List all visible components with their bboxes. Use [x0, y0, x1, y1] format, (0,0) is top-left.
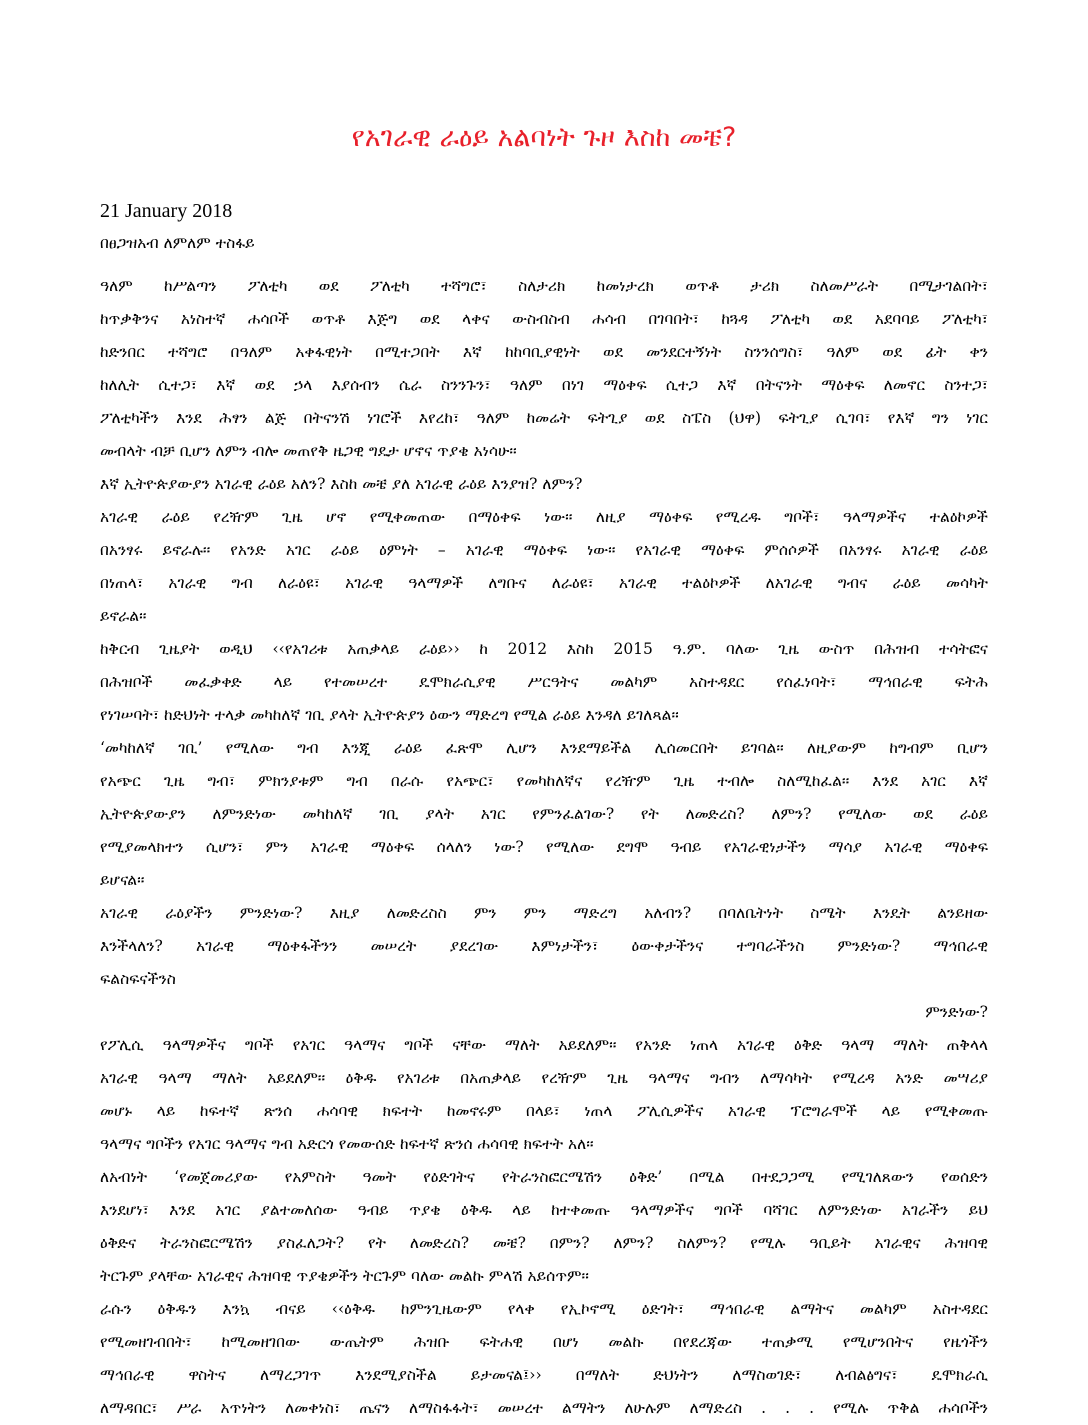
article-date: 21 January 2018: [100, 200, 233, 222]
body-line: የአጭር ጊዜ ግብ፣ ምክንያቱም ግብ በራሱ የአጭር፣ የመካከለኛና የረዥም ጊዜ ተብሎ ስለሚከፈል፡፡ እንደ አገር እኛ: [100, 772, 988, 790]
body-line: በአንፃሩ ይኖራሉ፡፡ የአንድ አገር ራዕይ ዕምነት – አገራዊ ማዕቀፍ ነው፡፡ የአገራዊ ማዕቀፍ ምሰሶዎች በአንፃሩ አገራዊ ራዕይ: [100, 541, 988, 559]
body-line: ለአብነት ‘የመጀመሪያው የአምስት ዓመት የዕድገትና የትራንስፎርሜሽን ዕቅድ’ በሚል በተደጋጋሚ የሚገለጸውን የወሰድን: [100, 1168, 988, 1186]
body-line: እኛ ኢትዮጵያውያን አገራዊ ራዕይ አለን? እስከ መቼ ያለ አገራዊ ራዕይ እንያዝ? ለምን?: [100, 475, 583, 493]
body-line: መብላት ብቻ ቢሆን ለምን ብሎ መጠየቅ ዜጋዊ ግዴታ ሆኖና ጥያቄ አነሳሁ፡፡: [100, 442, 517, 460]
body-line: ማኅበራዊ ዋስትና ለማረጋገጥ እንደሚያስችል ይታመናል፤›› በማለት ድህነትን ለማስወገድ፣ ለብልፅግና፣ ዴሞክራሲ: [100, 1366, 988, 1384]
body-line: የፖሊሲ ዓላማዎችና ግቦች የአገር ዓላማና ግቦች ናቸው ማለት አይደለም፡፡ የአንድ ነጠላ አገራዊ ዕቅድ ዓላማ ማለት ጠቅላላ: [100, 1036, 988, 1054]
body-line: አገራዊ ዓላማ ማለት አይደለም፡፡ ዕቅዱ የአገሪቱ በአጠቃላይ የረዥም ጊዜ ዓላማና ግብን ለማሳካት የሚረዳ አንድ መሣሪያ: [100, 1069, 988, 1087]
body-line: ‘መካከለኛ ገቢ’ የሚለው ግብ እንጂ ራዕይ ፈጽሞ ሊሆን እንደማይችል ሊሰመርበት ይገባል፡፡ ለዚያውም ከግብም ቢሆን: [100, 739, 988, 757]
body-line: ዕቅድና ትራንስፎርሜሽን ያስፈለጋት? የት ለመድረስ? መቼ? በምን? ለምን? ስለምን? የሚሉ ዓቢይት አገራዊና ሕዝባዊ: [100, 1234, 988, 1252]
article-author: በፀጋዝአብ ለምለም ተስፋይ: [100, 234, 255, 252]
body-line: ከቅርብ ጊዜያት ወዲህ ‹‹የአገሪቱ አጠቃላይ ራዕይ›› ከ 2012 እስከ 2015 ዓ.ም. ባለው ጊዜ ውስጥ በሕዝብ ተሳትፎና: [100, 640, 988, 658]
body-line: ምንድነው?: [925, 1003, 988, 1021]
body-line: ይኖራል፡፡: [100, 607, 147, 625]
body-line: እንችላለን? አገራዊ ማዕቀፋችንን መሠረት ያደረገው እምነታችን፣ ዕውቀታችንና ተግባራችንስ ምንድነው? ማኅበራዊ: [100, 937, 988, 955]
body-line: ከለሊት ሲተጋ፣ እኛ ወደ ኃላ እያሰብን ሴራ ስንንጉን፣ ዓለም በነገ ማዕቀፍ ሲተጋ እኛ በትናንት ማዕቀፍ ለመኖር ስንተጋ፣: [100, 376, 988, 394]
body-line: ይሆናል፡፡: [100, 871, 145, 889]
body-line: አገራዊ ራዕያችን ምንድነው? እዚያ ለመድረስስ ምን ምን ማድረግ አለብን? በባለቤትነት ስሜት እንዴት ልንይዘው: [100, 904, 988, 922]
body-line: ከጥቃቅንና አነስተኛ ሐሳቦች ወጥቶ እጅግ ወደ ላቀና ውስብስብ ሐሳብ በገባበት፣ ከጓዳ ፖለቲካ ወደ አደባባይ ፖለቲካ፣: [100, 310, 988, 328]
body-line: እንደሆነ፣ እንደ አገር ያልተመለሰው ዓብይ ጥያቄ ዕቅዱ ላይ ከተቀመጡ ዓላማዎችና ግቦች ባሻገር ለምንድነው አገራችን ይህ: [100, 1201, 988, 1219]
body-line: የሚያመላክተን ሲሆን፣ ምን አገራዊ ማዕቀፍ ሰላለን ነው? የሚለው ደግሞ ዓብይ የአገራዊነታችን ማሳያ አገራዊ ማዕቀፍ: [100, 838, 988, 856]
body-line: ከድንበር ተሻግሮ በዓለም አቀፋዊነት በሚተጋበት እኛ ከከባቢያዊነት ወደ መንደርተኝነት ስንንሰግስ፣ ዓለም ወደ ፊት ቀን: [100, 343, 988, 361]
body-line: ዓለም ከሥልጣን ፖለቲካ ወደ ፖለቲካ ተሻግሮ፣ ስለታሪክ ከመነታረክ ወጥቶ ታሪክ ስለመሥራት በሚታገልበት፣: [100, 277, 988, 295]
body-line: ፍልስፍናችንስ: [100, 970, 176, 988]
body-line: ለማዳበር፣ ሥራ አጥነትን ለመቀነስ፣ ጤናን ለማስፋፋት፣ መሠረተ ልማትን ለሁሉም ለማድረስ . . . የሚሉ ጥቅል ሐሳቦችን: [100, 1399, 988, 1417]
body-line: በነጠላ፣ አገራዊ ግብ ለራዕዩ፣ አገራዊ ዓላማዎች ለግቡና ለራዕዩ፣ አገራዊ ተልዕኮዎች ለአገራዊ ግብና ራዕይ መሳካት: [100, 574, 988, 592]
body-line: ኢትዮጵያውያን ለምንድነው መካከለኛ ገቢ ያላት አገር የምንፈልገው? የት ለመድረስ? ለምን? የሚለው ወደ ራዕይ: [100, 805, 988, 823]
body-line: ፖለቲካችን እንደ ሕፃን ልጅ በትናንሽ ነገሮች እየረከ፣ ዓለም ከመሬት ፍትጊያ ወደ ስፔስ (ህዋ) ፍትጊያ ሲገባ፣ የእኛ ግን ነገር: [100, 409, 988, 427]
body-line: በሕዝቦች መፈቃቀድ ላይ የተመሠረተ ዴሞክራሲያዊ ሥርዓትና መልካም አስተዳደር የሰፈነባት፣ ማኅበራዊ ፍትሕ: [100, 673, 988, 691]
body-line: ራሱን ዕቅዱን እንኳ ብናይ ‹‹ዕቅዱ ከምንጊዜውም የላቀ የኢኮኖሚ ዕድገት፣ ማኅበራዊ ልማትና መልካም አስተዳደር: [100, 1300, 988, 1318]
body-line: የሚመዘገብበት፣ ከሚመዘገበው ውጤትም ሕዝቡ ፍትሐዊ በሆነ መልኩ በየደረጃው ተጠቃሚ የሚሆንበትና የዜጎችን: [100, 1333, 988, 1351]
body-line: አገራዊ ራዕይ የረዥም ጊዜ ሆኖ የሚቀመጠው በማዕቀፍ ነው፡፡ ለዚያ ማዕቀፍ የሚረዱ ግቦች፣ ዓላማዎችና ተልዕኮዎች: [100, 508, 988, 526]
body-line: መሆኑ ላይ ከፍተኛ ጽንሰ ሐሳባዊ ክፍተት ከመኖሩም በላይ፣ ነጠላ ፖሊሲዎችና አገራዊ ፕሮግራሞች ላይ የሚቀመጡ: [100, 1102, 988, 1120]
body-line: የነገሠባት፣ ከድህነት ተላቃ መካከለኛ ገቢ ያላት ኢትዮጵያን ዕውን ማድረግ የሚል ራዕይ እንዳለ ይገለጻል፡፡: [100, 706, 679, 724]
body-line: ዓላማና ግቦችን የአገር ዓላማና ግብ አድርጎ የመውሰድ ከፍተኛ ጽንሰ ሐሳባዊ ክፍተት አለ፡፡: [100, 1135, 594, 1153]
article-body: [100, 270, 988, 1425]
article-title: የአገራዊ ራዕይ አልባነት ጉዞ እስከ መቼ?: [351, 122, 737, 153]
body-line: ትርጉም ያላቸው አገራዊና ሕዝባዊ ጥያቄዎችን ትርጉም ባለው መልኩ ምላሽ አይሰጥም፡፡: [100, 1267, 589, 1285]
